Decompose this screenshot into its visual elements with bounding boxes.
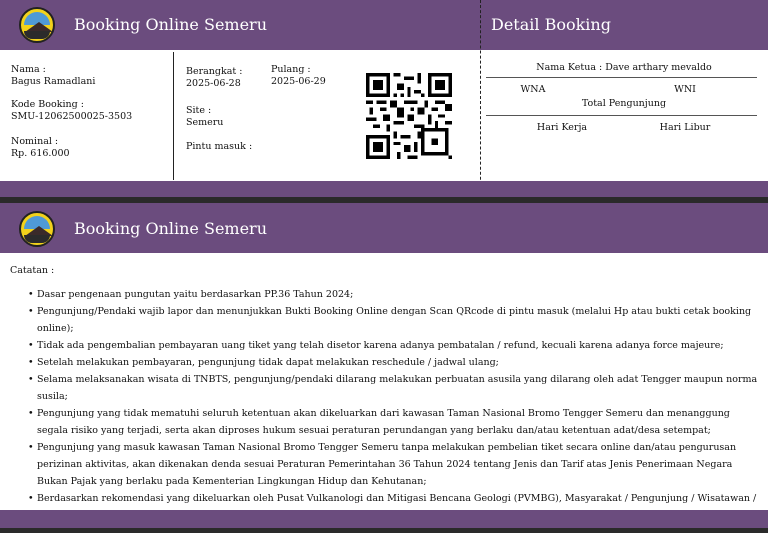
- national-park-logo-icon: [19, 211, 55, 247]
- list-item: • Pengunjung/Pendaki wajib lapor dan menunjukkan Bukti Booking Online dengan Scan QRcode di pintu masuk (melalui Hp atau bukti cetak booking online);: [37, 303, 759, 337]
- ticket-header: [0, 0, 768, 50]
- notes-footer-rule: [0, 528, 768, 533]
- nama-field: Nama : Bagus Ramadlani: [11, 64, 96, 87]
- qr-code-icon: [366, 73, 452, 159]
- detail-title: Detail Booking: [491, 15, 611, 34]
- ticket-title: Booking Online Semeru: [74, 15, 268, 34]
- pulang-field: Pulang : 2025-06-29: [271, 64, 326, 87]
- column-divider: [173, 52, 174, 180]
- site-field: Site : Semeru: [186, 105, 224, 128]
- national-park-logo-icon: [19, 7, 55, 43]
- notes-footer-band: [0, 510, 768, 528]
- detail-rule-1: [486, 77, 757, 78]
- catatan-label: Catatan :: [10, 265, 55, 276]
- list-item: • Berdasarkan rekomendasi yang dikeluarkan oleh Pusat Vulkanologi dan Mitigasi Bencana Geologi (PVMBG), Masyarakat / Pengunjung / Wisatawan /: [37, 490, 759, 524]
- notes-list: [37, 286, 759, 524]
- ticket-footer-band: [0, 181, 768, 197]
- wni-label: WNI: [674, 84, 696, 95]
- nama-ketua: Nama Ketua : Dave arthary mevaldo: [536, 62, 712, 73]
- pintu-masuk-field: Pintu masuk :: [186, 141, 253, 152]
- wna-label: WNA: [520, 84, 546, 95]
- hari-libur-label: Hari Libur: [659, 122, 711, 133]
- hari-kerja-label: Hari Kerja: [536, 122, 588, 133]
- detail-rule-2: [486, 115, 757, 116]
- notes-title: Booking Online Semeru: [74, 219, 268, 238]
- list-item: • Tidak ada pengembalian pembayaran uang tiket yang telah disetor karena adanya pembatalan / refund, kecuali karena adanya force majeure;: [37, 337, 759, 354]
- total-pengunjung-label: Total Pengunjung: [581, 98, 667, 109]
- berangkat-field: Berangkat : 2025-06-28: [186, 66, 243, 89]
- list-item: • Dasar pengenaan pungutan yaitu berdasarkan PP.36 Tahun 2024;: [37, 286, 759, 303]
- list-item: • Pengunjung yang masuk kawasan Taman Nasional Bromo Tengger Semeru tanpa melakukan pembelian tiket secara online dan/atau pengurusan perizinan aktivitas, akan dikenakan denda sesuai Peraturan Pemerintahan 36 Tahun 2024 tentang Jenis dan Tarif atas Jenis Penerimaan Negara Bukan Pajak yang berlaku pada Kementerian Lingkungan Hidup dan Kehutanan;: [37, 439, 759, 490]
- notes-header: [0, 203, 768, 253]
- list-item: • Pengunjung yang tidak mematuhi seluruh ketentuan akan dikeluarkan dari kawasan Taman Nasional Bromo Tengger Semeru dan menanggung segala risiko yang terjadi, serta akan diproses hukum sesuai peraturan perundangan yang berlaku dan/atau ketentuan adat/desa setempat;: [37, 405, 759, 439]
- list-item: • Setelah melakukan pembayaran, pengunjung tidak dapat melakukan reschedule / jadwal ulang;: [37, 354, 759, 371]
- list-item: • Selama melaksanakan wisata di TNBTS, pengunjung/pendaki dilarang melakukan perbuatan asusila yang dilarang oleh adat Tengger maupun norma susila;: [37, 371, 759, 405]
- kode-booking-field: Kode Booking : SMU-12062500025-3503: [11, 99, 133, 122]
- tear-line: [480, 0, 481, 200]
- nominal-field: Nominal : Rp. 616.000: [11, 136, 70, 159]
